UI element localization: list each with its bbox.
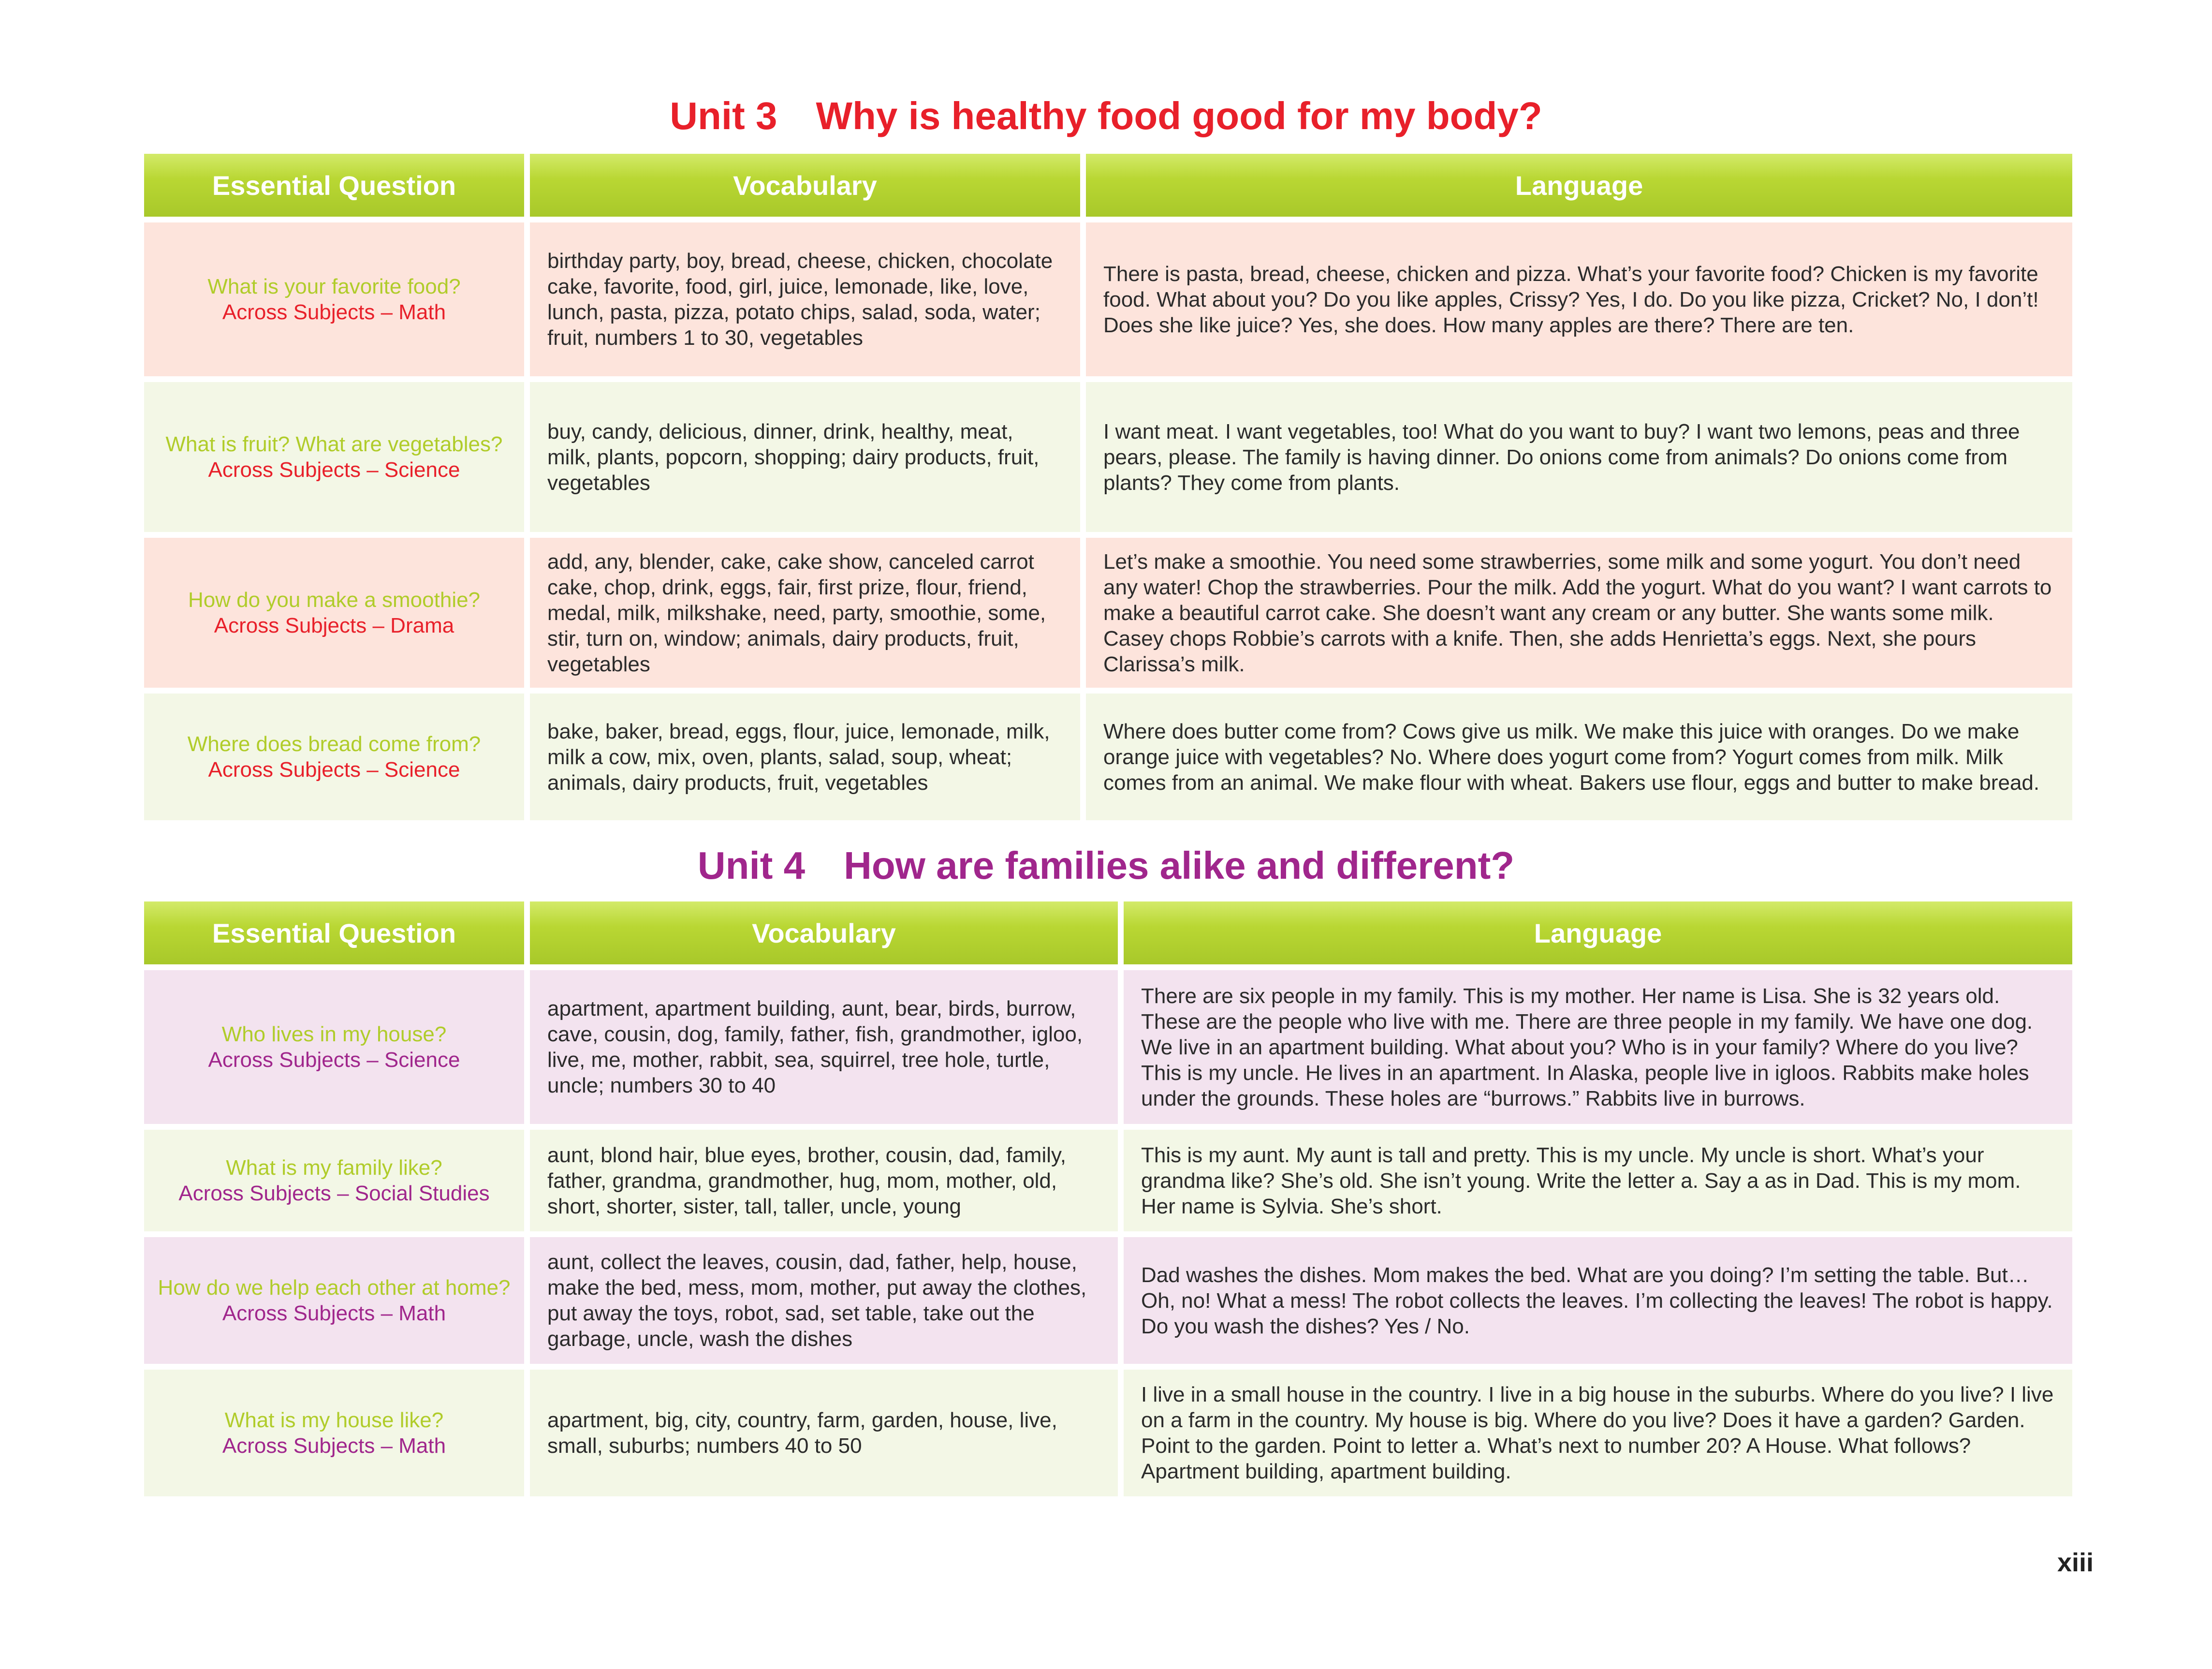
header-vocabulary: Vocabulary	[530, 154, 1080, 217]
vocabulary-cell: add, any, blender, cake, cake show, canceled carrot cake, chop, drink, eggs, fair, first prize, flour, friend, medal, milk, milkshake, need, party, smoothie, some, stir, turn on, window; animals, dairy products, fruit, vegetables	[530, 538, 1080, 688]
question-text: What is fruit? What are vegetables?	[165, 432, 503, 456]
essential-question-cell	[144, 1130, 524, 1231]
subject-text: Across Subjects – Math	[222, 1434, 446, 1458]
unit-4-table	[138, 896, 2078, 1502]
unit-3-table	[138, 148, 2078, 826]
header-language: Language	[1086, 154, 2072, 217]
subject-text: Across Subjects – Math	[222, 1301, 446, 1325]
table-header-row	[144, 901, 2072, 964]
essential-question-cell	[144, 1237, 524, 1364]
question-text: What is my family like?	[226, 1156, 442, 1180]
header-vocabulary: Vocabulary	[530, 901, 1118, 964]
question-text: What is my house like?	[224, 1408, 444, 1432]
vocabulary-cell: aunt, collect the leaves, cousin, dad, father, help, house, make the bed, mess, mom, mother, put away the clothes, put away the toys, robot, sad, set table, take out the garbage, uncle, wash the dishes	[530, 1237, 1118, 1364]
vocabulary-cell: apartment, apartment building, aunt, bear, birds, burrow, cave, cousin, dog, family, father, fish, grandmother, igloo, live, me, mother, rabbit, sea, squirrel, tree hole, turtle, uncle; numbers 30 to 40	[530, 970, 1118, 1124]
essential-question-cell	[144, 382, 524, 532]
question-text: Who lives in my house?	[221, 1022, 447, 1046]
vocabulary-cell: bake, baker, bread, eggs, flour, juice, lemonade, milk, milk a cow, mix, oven, plants, salad, soup, wheat; animals, dairy products, fruit, vegetables	[530, 694, 1080, 820]
language-cell: Let’s make a smoothie. You need some strawberries, some milk and some yogurt. You don’t need any water! Chop the strawberries. Pour the milk. Add the yogurt. What do you want? I want carrots to make a beautiful carrot cake. She doesn’t want any cream or any butter. She wants some milk. Casey chops Robbie’s carrots with a knife. Then, she adds Henrietta’s eggs. Next, she pours Clarissa’s milk.	[1086, 538, 2072, 688]
table-row	[144, 1237, 2072, 1364]
table-row	[144, 1130, 2072, 1231]
table-row	[144, 694, 2072, 820]
unit-3-title	[0, 92, 2212, 140]
header-language: Language	[1124, 901, 2072, 964]
essential-question-cell	[144, 538, 524, 688]
subject-text: Across Subjects – Science	[208, 758, 460, 782]
subject-text: Across Subjects – Science	[208, 1048, 460, 1072]
subject-text: Across Subjects – Drama	[214, 614, 454, 637]
language-cell: There is pasta, bread, cheese, chicken and pizza. What’s your favorite food? Chicken is my favorite food. What about you? Do you like apples, Crissy? Yes, I do. Do you like pizza, Cricket? No, I don’t! Does she like juice? Yes, she does. How many apples are there? There are ten.	[1086, 222, 2072, 376]
language-cell: I live in a small house in the country. I live in a big house in the suburbs. Where do you live? I live on a farm in the country. My house is big. Where do you live? Does it have a garden? Garden. Point to the garden. Point to letter a. What’s next to number 20? A House. What follows? Apartment building, apartment building.	[1124, 1370, 2072, 1496]
vocabulary-cell: birthday party, boy, bread, cheese, chicken, chocolate cake, favorite, food, girl, juice, lemonade, like, love, lunch, pasta, pizza, potato chips, salad, soda, water; fruit, numbers 1 to 30, vegetables	[530, 222, 1080, 376]
question-text: How do we help each other at home?	[158, 1276, 511, 1300]
table-row	[144, 382, 2072, 532]
language-cell: There are six people in my family. This is my mother. Her name is Lisa. She is 32 years old. These are the people who live with me. There are three people in my family. We have one dog. We live in an apartment building. What about you? Who is in your family? Where do you live? This is my uncle. He lives in an apartment. In Alaska, people live in igloos. Rabbits make holes under the grounds. These holes are “burrows.” Rabbits live in burrows.	[1124, 970, 2072, 1124]
table-row	[144, 970, 2072, 1124]
question-text: How do you make a smoothie?	[188, 588, 481, 612]
unit-4-number: Unit 4	[697, 844, 806, 887]
language-cell: Where does butter come from? Cows give us milk. We make this juice with oranges. Do we make orange juice with vegetables? No. Where does yogurt come from? Yogurt comes from milk. Milk comes from an animal. We make flour with wheat. Bakers use flour, eggs and butter to make bread.	[1086, 694, 2072, 820]
language-cell: This is my aunt. My aunt is tall and pretty. This is my uncle. My uncle is short. What’s your grandma like? She’s old. She isn’t young. Write the letter a. Say a as in Dad. This is my mom. Her name is Sylvia. She’s short.	[1124, 1130, 2072, 1231]
vocabulary-cell: buy, candy, delicious, dinner, drink, healthy, meat, milk, plants, popcorn, shopping; dairy products, fruit, vegetables	[530, 382, 1080, 532]
essential-question-cell	[144, 970, 524, 1124]
page-number: xiii	[2057, 1548, 2094, 1577]
table-row	[144, 222, 2072, 376]
header-essential-question: Essential Question	[144, 901, 524, 964]
unit-3-question: Why is healthy food good for my body?	[816, 94, 1542, 137]
essential-question-cell	[144, 222, 524, 376]
subject-text: Across Subjects – Social Studies	[178, 1182, 490, 1205]
table-header-row	[144, 154, 2072, 217]
table-row	[144, 538, 2072, 688]
header-essential-question: Essential Question	[144, 154, 524, 217]
subject-text: Across Subjects – Science	[208, 458, 460, 482]
essential-question-cell	[144, 694, 524, 820]
unit-3-number: Unit 3	[670, 94, 777, 137]
table-row	[144, 1370, 2072, 1496]
question-text: Where does bread come from?	[187, 732, 481, 756]
vocabulary-cell: aunt, blond hair, blue eyes, brother, cousin, dad, family, father, grandma, grandmother, hug, mom, mother, old, short, shorter, sister, tall, taller, uncle, young	[530, 1130, 1118, 1231]
question-text: What is your favorite food?	[207, 275, 461, 298]
vocabulary-cell: apartment, big, city, country, farm, garden, house, live, small, suburbs; numbers 40 to 50	[530, 1370, 1118, 1496]
unit-4-title	[0, 842, 2212, 890]
language-cell: I want meat. I want vegetables, too! What do you want to buy? I want two lemons, peas and three pears, please. The family is having dinner. Do onions come from animals? Do onions come from plants? They come from plants.	[1086, 382, 2072, 532]
subject-text: Across Subjects – Math	[222, 300, 446, 324]
unit-4-question: How are families alike and different?	[844, 844, 1515, 887]
essential-question-cell	[144, 1370, 524, 1496]
language-cell: Dad washes the dishes. Mom makes the bed. What are you doing? I’m setting the table. But… Oh, no! What a mess! The robot collects the leaves. I’m collecting the leaves! The robot is happy. Do you wash the dishes? Yes / No.	[1124, 1237, 2072, 1364]
